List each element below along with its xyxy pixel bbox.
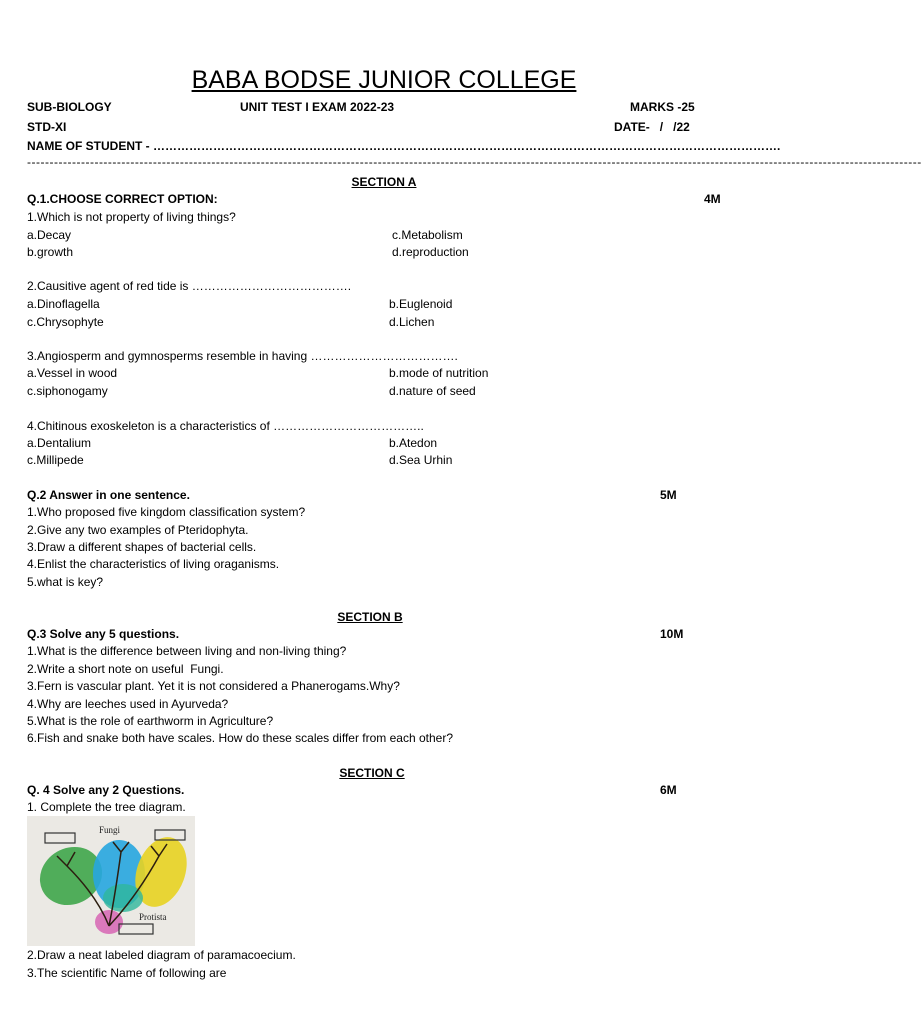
q1-1-option-a: a.Decay [27,228,72,242]
college-title: BABA BODSE JUNIOR COLLEGE [191,66,577,94]
q1-4-option-d: d.Sea Urhin [389,453,453,467]
q1-1-question: 1.Which is not property of living things? [27,210,236,224]
q1-2-question: 2.Causitive agent of red tide is …………………………………. [27,279,352,293]
section-c-heading: SECTION C [339,766,405,780]
q1-3-option-a: a.Vessel in wood [27,366,118,380]
subject-label: SUB-BIOLOGY [27,100,112,114]
q1-2-option-a: a.Dinoflagella [27,297,100,311]
std-label: STD-XI [27,120,67,134]
leaf-teal [103,884,143,912]
q2-item-1: 1.Who proposed five kingdom classification system? [27,505,306,519]
q3-item-2: 2.Write a short note on useful Fungi. [27,662,224,676]
q2-marks: 5M [660,488,677,502]
tree-diagram-image [27,816,195,946]
q1-marks: 4M [704,192,721,206]
section-a-heading: SECTION A [351,175,417,189]
q1-4-question: 4.Chitinous exoskeleton is a characteristics of ……………………………….. [27,419,424,433]
answer-box-1 [45,833,75,843]
q3-item-5: 5.What is the role of earthworm in Agriculture? [27,714,274,728]
q2-item-5: 5.what is key? [27,575,104,589]
q2-item-2: 2.Give any two examples of Pteridophyta. [27,523,249,537]
q3-item-1: 1.What is the difference between living and non-living thing? [27,644,347,658]
q2-title: Q.2 Answer in one sentence. [27,488,190,502]
q1-1-option-c: c.Metabolism [392,228,463,242]
tree-diagram-svg [27,816,195,946]
exam-label: UNIT TEST I EXAM 2022-23 [240,100,395,114]
q1-2-option-d: d.Lichen [389,315,435,329]
q1-3-option-c: c.siphonogamy [27,384,108,398]
section-b-heading: SECTION B [337,610,403,624]
q1-1-option-d: d.reproduction [392,245,469,259]
q4-item-3: 3.The scientific Name of following are [27,966,227,980]
q1-4-option-a: a.Dentalium [27,436,92,450]
q4-title: Q. 4 Solve any 2 Questions. [27,783,185,797]
q4-marks: 6M [660,783,677,797]
q3-marks: 10M [660,627,684,641]
answer-box-3 [119,924,153,934]
q1-3-option-d: d.nature of seed [389,384,476,398]
student-name-line: NAME OF STUDENT - …………………………………………………………………………………………………………………………………………. [27,139,781,153]
q1-3-question: 3.Angiosperm and gymnosperms resemble in having ………………………………. [27,349,458,363]
q1-1-option-b: b.growth [27,245,74,259]
q3-title: Q.3 Solve any 5 questions. [27,627,180,641]
q1-3-option-b: b.mode of nutrition [389,366,489,380]
q4-item-2: 2.Draw a neat labeled diagram of paramacoecium. [27,948,296,962]
fungi-label: Fungi [99,825,121,835]
q1-title: Q.1.CHOOSE CORRECT OPTION: [27,192,218,206]
q3-item-6: 6.Fish and snake both have scales. How do these scales differ from each other? [27,731,454,745]
protista-label: Protista [139,912,167,922]
q1-2-option-c: c.Chrysophyte [27,315,104,329]
q4-item-1: 1. Complete the tree diagram. [27,800,186,814]
q1-4-option-c: c.Millipede [27,453,84,467]
q3-item-4: 4.Why are leeches used in Ayurveda? [27,697,229,711]
q1-4-option-b: b.Atedon [389,436,438,450]
date-label: DATE- / /22 [614,120,690,134]
marks-label: MARKS -25 [630,100,695,114]
divider-line: ------------------------------------------------------------------------------------------------------------------------------------------------------------------------------------------------------- [27,155,922,169]
q1-2-option-b: b.Euglenoid [389,297,453,311]
q2-item-3: 3.Draw a different shapes of bacterial cells. [27,540,257,554]
q3-item-3: 3.Fern is vascular plant. Yet it is not considered a Phanerogams.Why? [27,679,400,693]
q2-item-4: 4.Enlist the characteristics of living oraganisms. [27,557,280,571]
